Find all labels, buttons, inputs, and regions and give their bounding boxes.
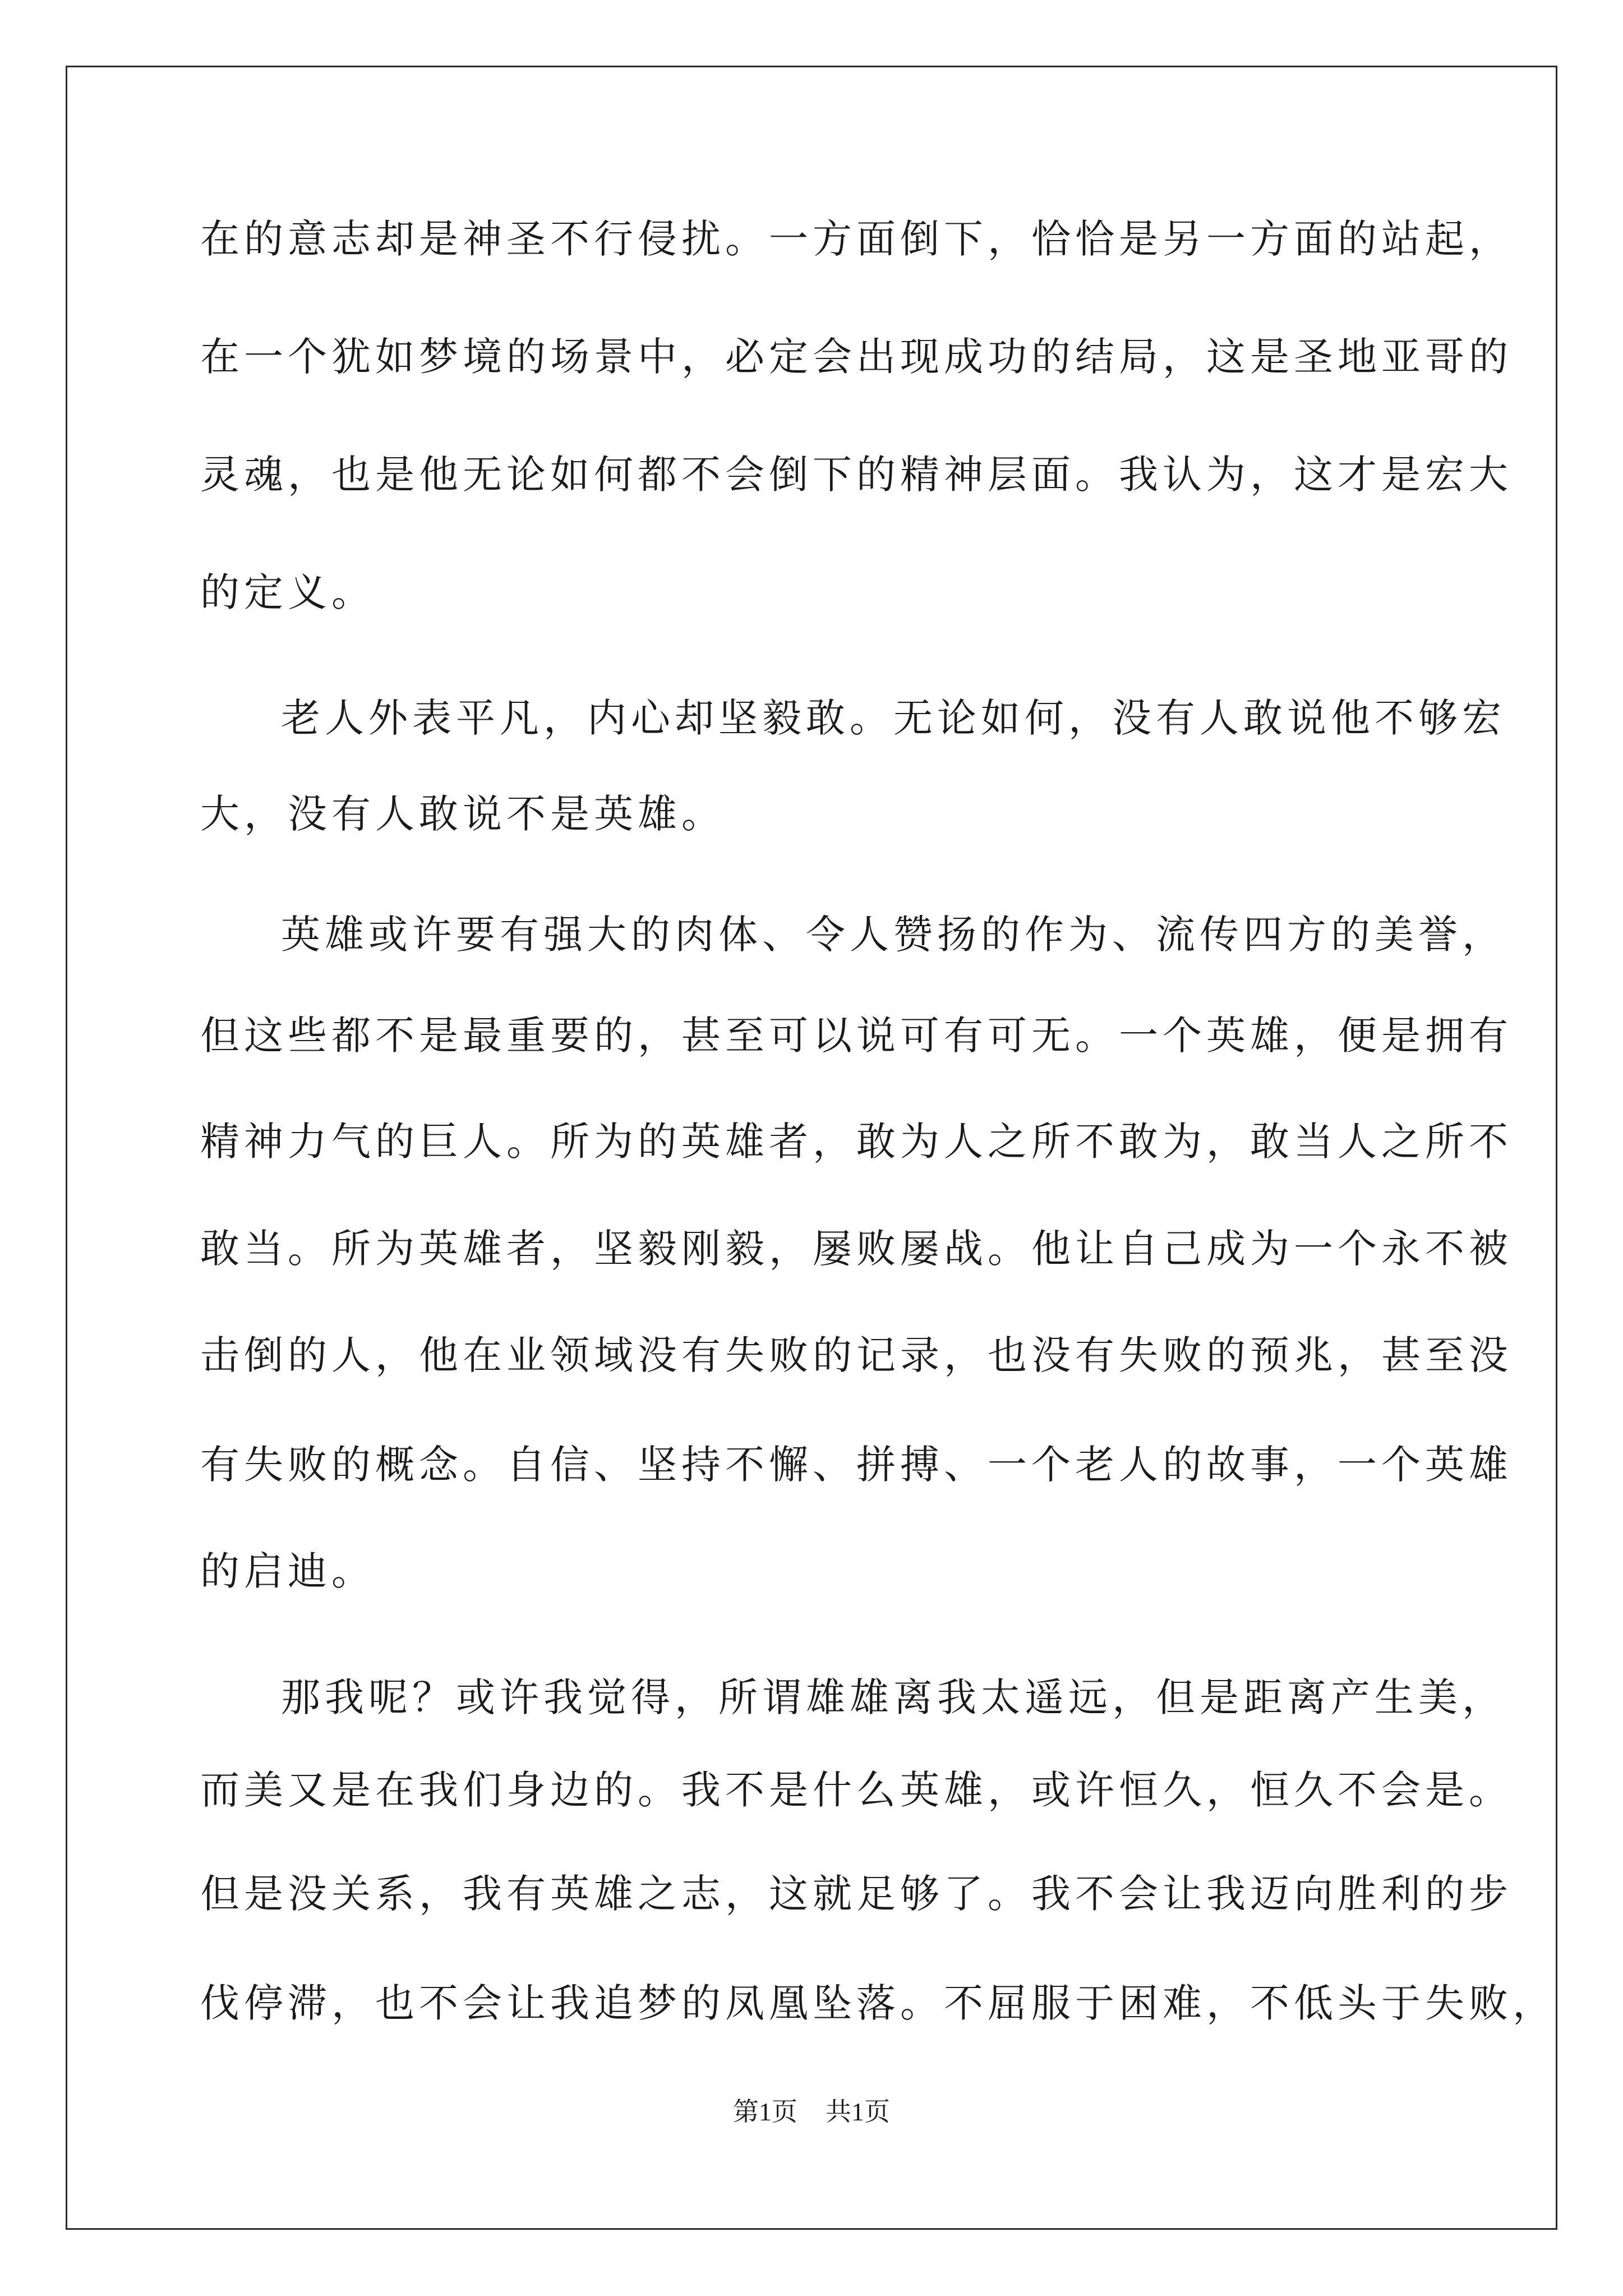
text-line: 击倒的人，他在业领域没有失败的记录，也没有失败的预兆，甚至没 <box>200 1332 1513 1378</box>
text-line: 大，没有人敢说不是英雄。 <box>200 791 725 837</box>
text-line: 的启迪。 <box>200 1548 375 1594</box>
page-total: 共1页 <box>826 2097 890 2126</box>
text-line: 的定义。 <box>200 569 375 615</box>
text-line: 精神力气的巨人。所为的英雄者，敢为人之所不敢为，敢当人之所不 <box>200 1119 1513 1165</box>
text-line: 在一个犹如梦境的场景中，必定会出现成功的结局，这是圣地亚哥的 <box>200 334 1513 380</box>
text-line: 在的意志却是神圣不行侵扰。一方面倒下，恰恰是另一方面的站起， <box>200 216 1513 262</box>
text-line: 而美又是在我们身边的。我不是什么英雄，或许恒久，恒久不会是。 <box>200 1767 1513 1813</box>
text-line: 伐停滞，也不会让我追梦的凤凰坠落。不屈服于困难，不低头于失败， <box>200 1980 1556 2026</box>
text-line: 但是没关系，我有英雄之志，这就足够了。我不会让我迈向胜利的步 <box>200 1871 1513 1917</box>
text-line: 但这些都不是最重要的，甚至可以说可有可无。一个英雄，便是拥有 <box>200 1013 1513 1059</box>
page-footer <box>0 2095 1623 2129</box>
page-number: 第1页 <box>733 2097 797 2126</box>
text-line: 老人外表平凡，内心却坚毅敢。无论如何，没有人敢说他不够宏 <box>281 695 1506 741</box>
text-line: 那我呢？或许我觉得，所谓雄雄离我太遥远，但是距离产生美， <box>281 1674 1506 1720</box>
text-line: 有失败的概念。自信、坚持不懈、拼搏、一个老人的故事，一个英雄 <box>200 1442 1513 1488</box>
text-line: 灵魂，也是他无论如何都不会倒下的精神层面。我认为，这才是宏大 <box>200 452 1513 498</box>
text-line: 敢当。所为英雄者，坚毅刚毅，屡败屡战。他让自己成为一个永不被 <box>200 1226 1513 1272</box>
text-line: 英雄或许要有强大的肉体、令人赞扬的作为、流传四方的美誉， <box>281 912 1506 958</box>
